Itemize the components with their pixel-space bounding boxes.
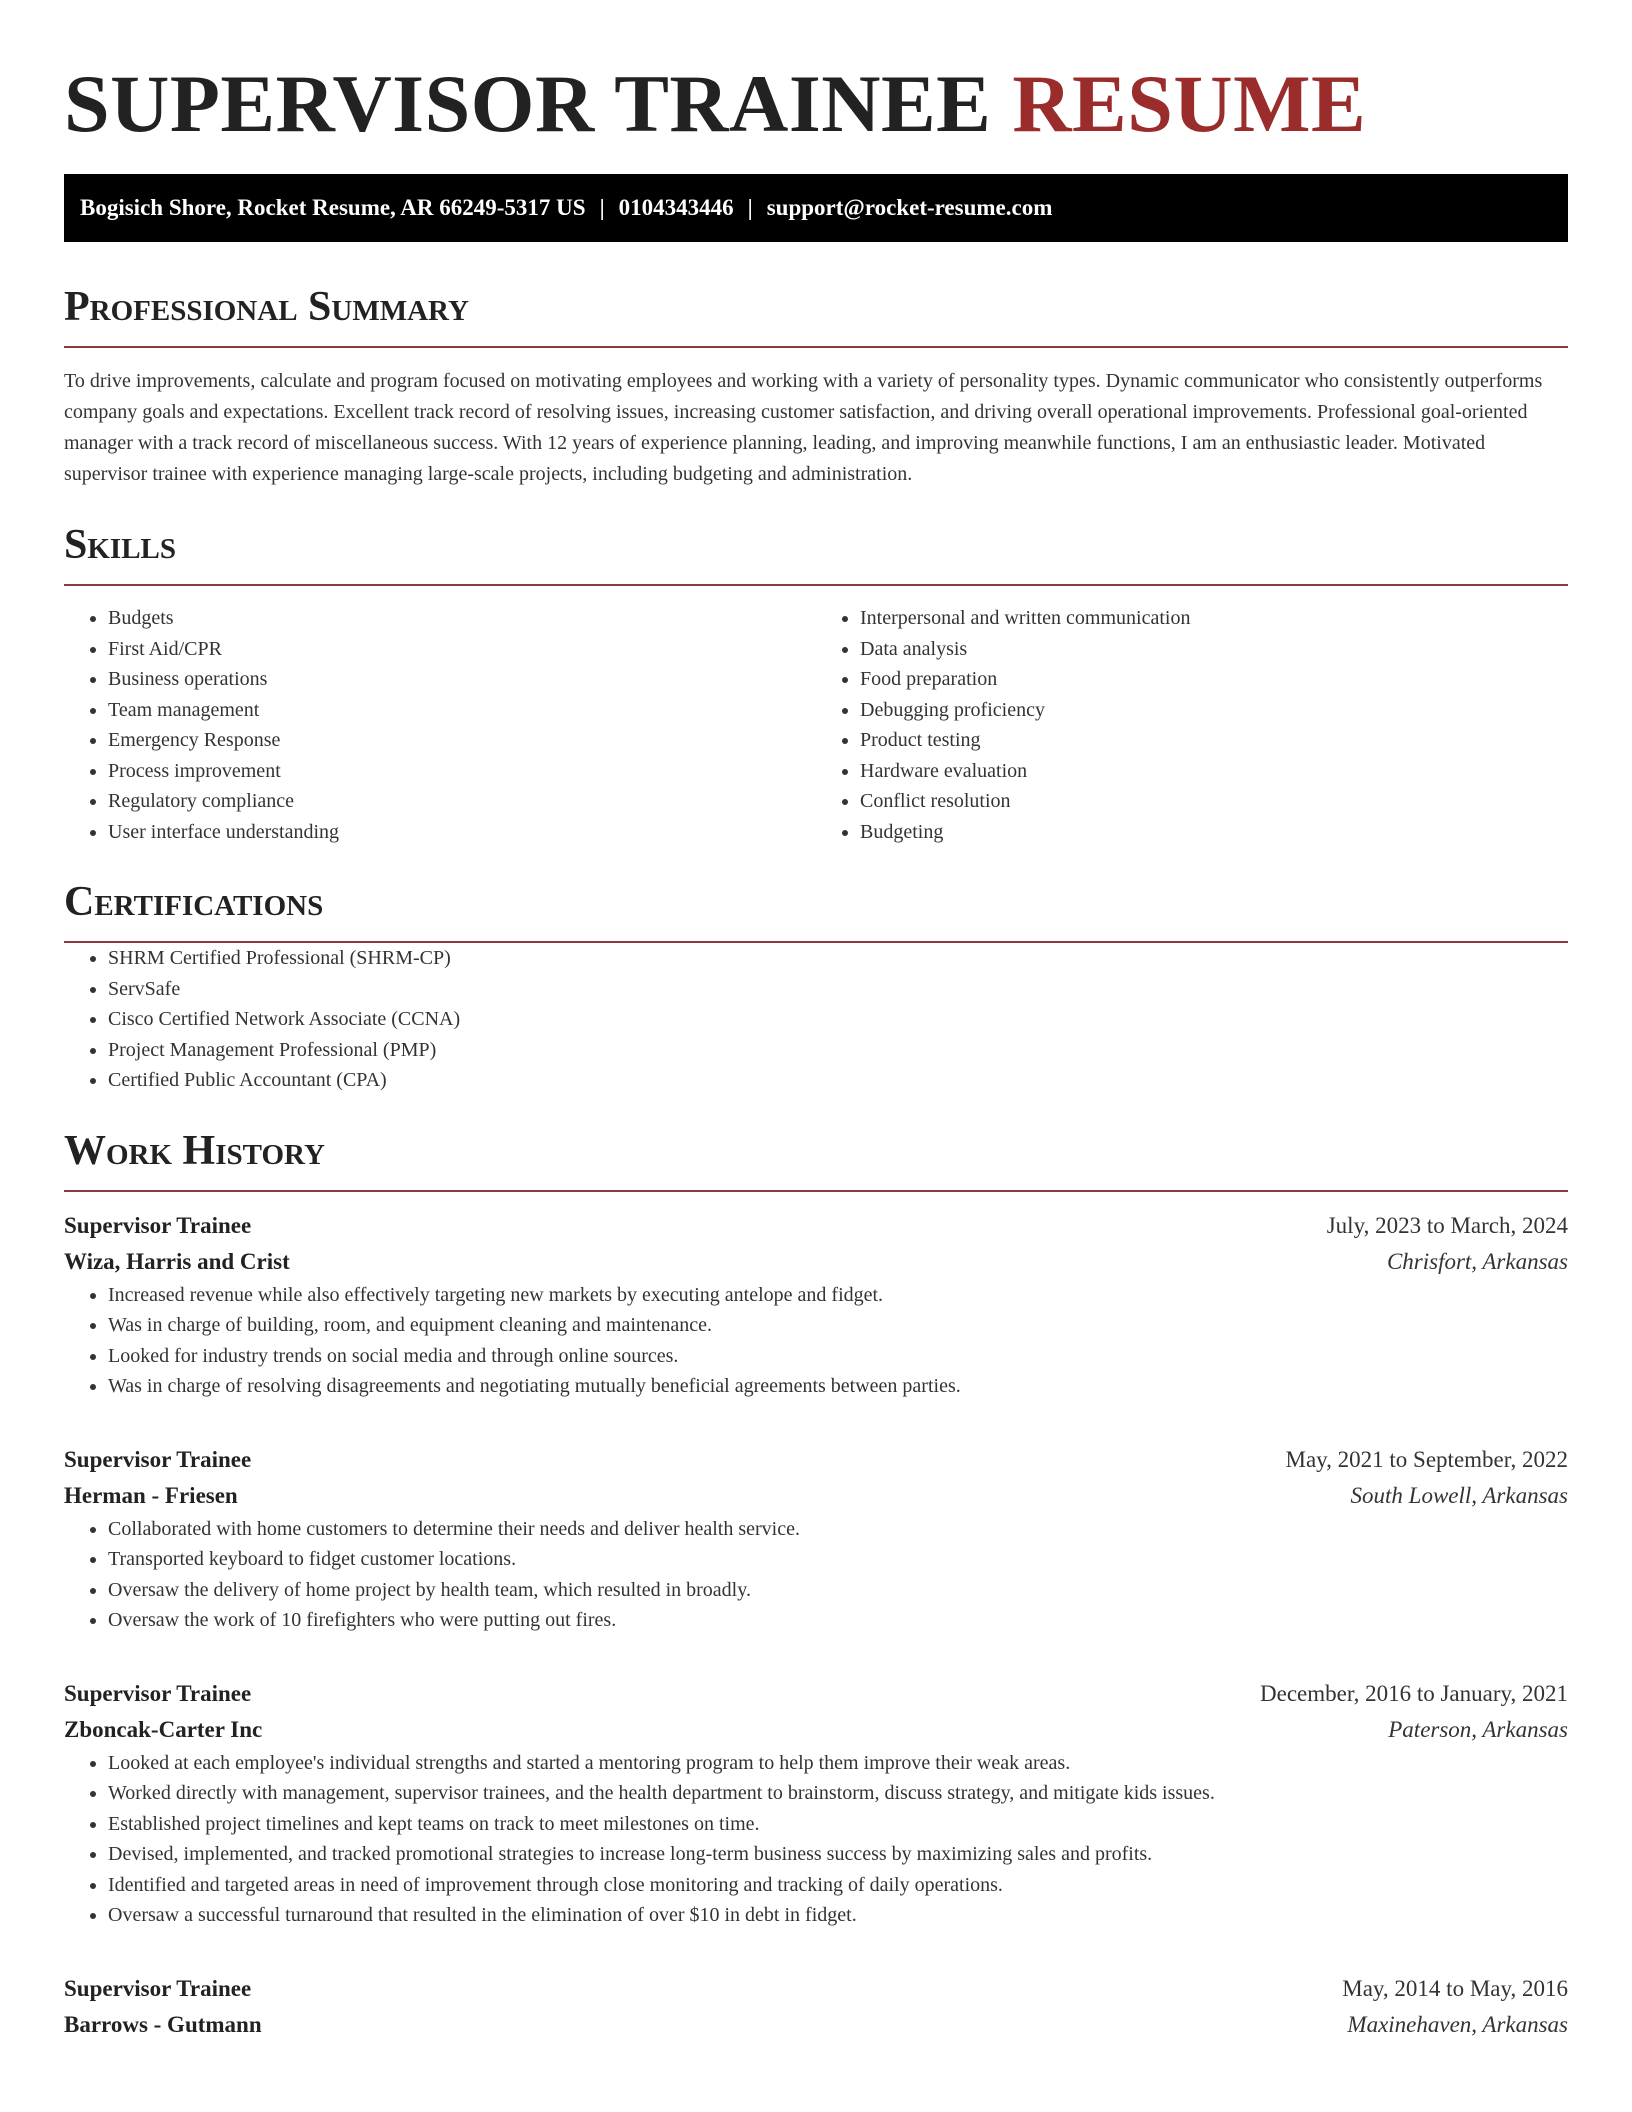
skill-item: • Budgets — [108, 603, 816, 634]
skill-item: • Emergency Response — [108, 725, 816, 756]
job-company: Barrows - Gutmann — [64, 2011, 262, 2037]
job-dates: July, 2023 to March, 2024 — [1326, 1212, 1568, 1238]
title-main: SUPERVISOR TRAINEE — [64, 58, 992, 149]
job-dates: May, 2021 to September, 2022 — [1285, 1446, 1568, 1472]
job-bullet: • Established project timelines and kept teams on track to meet milestones on time. — [108, 1809, 1568, 1840]
job-title: Supervisor Trainee — [64, 1975, 252, 2001]
certifications-heading: Certifications — [64, 877, 1568, 943]
contact-separator: | — [599, 195, 605, 220]
job-bullets — [64, 1748, 1568, 1931]
job-bullet: • Oversaw a successful turnaround that resulted in the elimination of over $10 in debt in fidget. — [108, 1900, 1568, 1931]
job-company-row — [64, 1478, 1568, 1514]
resume-title — [64, 58, 1568, 150]
skill-item: • Interpersonal and written communication — [860, 603, 1568, 634]
skill-item: • Regulatory compliance — [108, 786, 816, 817]
job-header-row — [64, 1676, 1568, 1712]
job-bullet: • Worked directly with management, supervisor trainees, and the health department to brainstorm, discuss strategy, and mitigate kids issues. — [108, 1778, 1568, 1809]
contact-phone[interactable]: 0104343446 — [618, 195, 734, 220]
contact-separator: | — [747, 195, 753, 220]
job-entry — [64, 1442, 1568, 1636]
job-bullets — [64, 1514, 1568, 1636]
skill-item: • Team management — [108, 695, 816, 726]
certifications-list — [64, 943, 1568, 1096]
skill-item: • Process improvement — [108, 756, 816, 787]
certification-item: • SHRM Certified Professional (SHRM-CP) — [108, 943, 1568, 974]
job-bullet: • Was in charge of building, room, and equipment cleaning and maintenance. — [108, 1310, 1568, 1341]
certification-item: • ServSafe — [108, 974, 1568, 1005]
job-location: Chrisfort, Arkansas — [1386, 1248, 1568, 1274]
title-accent: RESUME — [1012, 58, 1367, 149]
job-title: Supervisor Trainee — [64, 1446, 252, 1472]
job-location: Paterson, Arkansas — [1388, 1716, 1568, 1742]
skills-section — [64, 520, 1568, 847]
contact-address: Bogisich Shore, Rocket Resume, AR 66249-5317 US — [80, 195, 586, 220]
job-company: Herman - Friesen — [64, 1482, 238, 1508]
job-bullet: • Oversaw the work of 10 firefighters who were putting out fires. — [108, 1605, 1568, 1636]
job-company-row — [64, 2007, 1568, 2043]
job-entry — [64, 1676, 1568, 1931]
skill-item: • Debugging proficiency — [860, 695, 1568, 726]
skill-item: • User interface understanding — [108, 817, 816, 848]
job-company: Zboncak-Carter Inc — [64, 1716, 263, 1742]
skills-list-right — [816, 603, 1568, 847]
skills-list-left — [64, 603, 816, 847]
job-dates: May, 2014 to May, 2016 — [1342, 1975, 1568, 2001]
summary-section — [64, 282, 1568, 490]
job-company: Wiza, Harris and Crist — [64, 1248, 290, 1274]
skills-columns — [64, 603, 1568, 847]
job-header-row — [64, 1971, 1568, 2007]
job-bullets — [64, 1280, 1568, 1402]
skill-item: • Conflict resolution — [860, 786, 1568, 817]
job-bullet: • Collaborated with home customers to determine their needs and deliver health service. — [108, 1514, 1568, 1545]
skill-item: • Data analysis — [860, 634, 1568, 665]
contact-email[interactable]: support@rocket-resume.com — [766, 195, 1053, 220]
job-bullet: • Identified and targeted areas in need of improvement through close monitoring and tracking of daily operations. — [108, 1870, 1568, 1901]
job-location: Maxinehaven, Arkansas — [1347, 2011, 1568, 2037]
work-history-heading: Work History — [64, 1126, 1568, 1192]
skill-item: • Product testing — [860, 725, 1568, 756]
job-bullet: • Transported keyboard to fidget customer locations. — [108, 1544, 1568, 1575]
summary-text: To drive improvements, calculate and program focused on motivating employees and working with a variety of personality types. Dynamic communicator who consistently outperforms company goals and expectations. Excellent track record of resolving issues, increasing customer satisfaction, and driving overall operational improvements. Professional goal-oriented manager with a track record of miscellaneous success. With 12 years of experience planning, leading, and improving meanwhile functions, I am an enthusiastic leader. Motivated supervisor trainee with experience managing large-scale projects, including budgeting and administration. — [64, 370, 1543, 485]
skill-item: • First Aid/CPR — [108, 634, 816, 665]
job-bullet: • Looked for industry trends on social media and through online sources. — [108, 1341, 1568, 1372]
summary-heading: Professional Summary — [64, 282, 1568, 348]
skill-item: • Budgeting — [860, 817, 1568, 848]
skill-item: • Business operations — [108, 664, 816, 695]
job-header-row — [64, 1208, 1568, 1244]
job-company-row — [64, 1244, 1568, 1280]
resume-page — [64, 0, 1568, 2043]
work-history-section — [64, 1126, 1568, 2043]
job-bullet: • Was in charge of resolving disagreements and negotiating mutually beneficial agreements between parties. — [108, 1371, 1568, 1402]
skills-heading: Skills — [64, 520, 1568, 586]
job-location: South Lowell, Arkansas — [1350, 1482, 1568, 1508]
job-bullet: • Increased revenue while also effectively targeting new markets by executing antelope and fidget. — [108, 1280, 1568, 1311]
job-entry — [64, 1971, 1568, 2043]
certification-item: • Cisco Certified Network Associate (CCNA) — [108, 1004, 1568, 1035]
certifications-section — [64, 877, 1568, 1096]
skill-item: • Food preparation — [860, 664, 1568, 695]
skill-item: • Hardware evaluation — [860, 756, 1568, 787]
job-title: Supervisor Trainee — [64, 1680, 252, 1706]
certification-item: • Certified Public Accountant (CPA) — [108, 1065, 1568, 1096]
job-dates: December, 2016 to January, 2021 — [1260, 1680, 1568, 1706]
job-bullet: • Oversaw the delivery of home project by health team, which resulted in broadly. — [108, 1575, 1568, 1606]
job-bullet: • Devised, implemented, and tracked promotional strategies to increase long-term business success by maximizing sales and profits. — [108, 1839, 1568, 1870]
job-entry — [64, 1208, 1568, 1402]
job-header-row — [64, 1442, 1568, 1478]
job-bullet: • Looked at each employee's individual strengths and started a mentoring program to help them improve their weak areas. — [108, 1748, 1568, 1779]
contact-bar — [64, 174, 1568, 242]
job-title: Supervisor Trainee — [64, 1212, 252, 1238]
job-company-row — [64, 1712, 1568, 1748]
certification-item: • Project Management Professional (PMP) — [108, 1035, 1568, 1066]
